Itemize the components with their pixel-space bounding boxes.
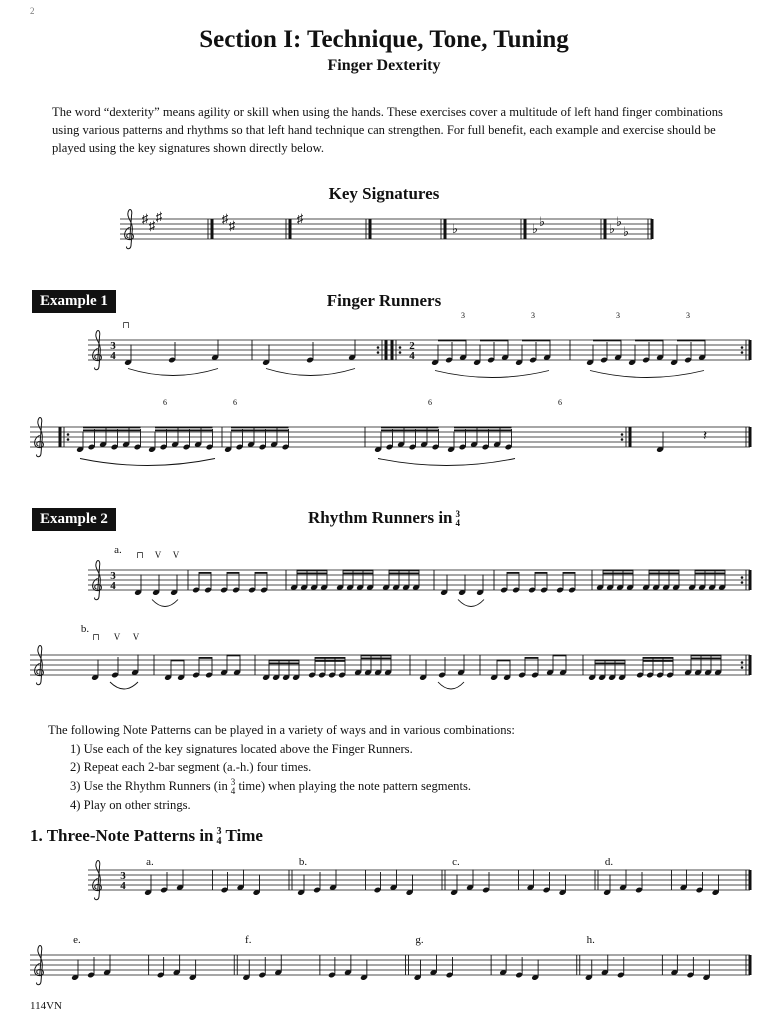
note-beam (155, 430, 213, 432)
note-beam (227, 572, 239, 574)
example1-heading: Finger Runners (326, 291, 442, 310)
section1-time-suffix: Time (225, 826, 263, 845)
note-beam (535, 572, 547, 574)
slur (438, 682, 464, 689)
note-beam (438, 340, 466, 342)
example2-tag: Example 2 (32, 508, 116, 531)
flat-icon: ♭ (608, 221, 616, 236)
note-beam (497, 660, 510, 662)
list-item-number: 4) (70, 797, 81, 812)
line-b-label: b. (80, 623, 90, 635)
example2-time-bottom: 4 (455, 518, 461, 529)
note-beam (643, 657, 673, 659)
note-beam (199, 572, 211, 574)
slur (80, 459, 215, 466)
note-beam (231, 430, 289, 432)
time-signature-top: 3 (110, 340, 116, 352)
repeat-dot (741, 576, 744, 579)
section1-time-bottom: 4 (216, 836, 222, 848)
note-beam (83, 427, 141, 429)
note-beam (83, 430, 141, 432)
note-beam (171, 660, 184, 662)
note-beam (155, 427, 213, 429)
list-item-number: 1) (70, 741, 81, 756)
up-bow-icon: V (172, 550, 180, 560)
note-patterns-lead: The following Note Patterns can be played in a variety of ways and in various combinations: (48, 723, 515, 737)
slur (110, 682, 138, 689)
note-beam (269, 660, 299, 662)
flat-icon: ♭ (615, 214, 623, 229)
list-item-number: 3) (70, 778, 81, 793)
note-beam (361, 655, 391, 657)
note-beam (593, 340, 621, 342)
sextuplet-label: 6 (558, 398, 562, 407)
quarter-rest-icon: 𝄽 (702, 429, 708, 444)
intro-paragraph: The word “dexterity” means agility or skill when using the hands. These exercises cover a multitude of left hand finger combinations using various patterns and rhythms so that left hand technique can strengthen. For full benefit, each example and exercise should be played using the key signatures shown directly below. (52, 105, 723, 155)
repeat-dot (741, 666, 744, 669)
note-beam (522, 340, 550, 342)
repeat-dot (399, 351, 402, 354)
section1-heading-text: 1. Three-Note Patterns in (30, 826, 214, 845)
time-signature-bottom: 4 (409, 350, 415, 362)
time-signature-top: 3 (110, 570, 116, 582)
page-subtitle: Finger Dexterity (327, 57, 441, 74)
sharp-icon: ♯ (228, 218, 236, 233)
note-beam (603, 570, 633, 572)
note-beam (454, 427, 512, 429)
segment-label: f. (245, 934, 252, 946)
example2-time-top: 3 (455, 509, 461, 520)
note-beam (525, 657, 538, 659)
segment-label: a. (146, 856, 154, 868)
note-beam (695, 573, 725, 575)
time-signature-top: 2 (409, 340, 415, 352)
flat-icon: ♭ (451, 221, 459, 236)
repeat-dot (741, 346, 744, 349)
note-beam (635, 340, 663, 342)
example1-tag: Example 1 (32, 290, 116, 313)
note-beam (389, 573, 419, 575)
slur (378, 459, 515, 466)
note-beam (343, 570, 373, 572)
note-beam (255, 572, 267, 574)
sharp-icon: ♯ (141, 211, 149, 226)
key-signatures-heading: Key Signatures (328, 184, 440, 203)
note-beam (649, 573, 679, 575)
slur (128, 369, 218, 376)
note-beam (315, 657, 345, 659)
note-beam (297, 573, 327, 575)
page-number: 2 (30, 6, 35, 16)
sharp-icon: ♯ (221, 211, 229, 226)
segment-label: e. (73, 934, 81, 946)
list-item-text: Use the Rhythm Runners (in (83, 778, 228, 793)
repeat-dot (67, 438, 70, 441)
example2-heading-text: Rhythm Runners in (307, 508, 453, 527)
note-beam (199, 657, 212, 659)
slur (435, 371, 549, 378)
note-beam (480, 340, 508, 342)
note-beam (343, 573, 373, 575)
line-a-label: a. (114, 544, 122, 556)
segment-label: b. (298, 856, 308, 868)
list-item-text-post: time) when playing the note pattern segments. (238, 778, 472, 793)
list-item-text: Repeat each 2-bar segment (a.-h.) four times. (83, 760, 312, 774)
page-title: Section I: Technique, Tone, Tuning (199, 26, 569, 53)
note-beam (454, 430, 512, 432)
time-signature-bottom: 4 (120, 880, 126, 892)
list-item-number: 2) (70, 760, 81, 774)
triplet-label: 3 (531, 311, 535, 320)
sharp-icon: ♯ (296, 211, 304, 226)
list-time-top: 3 (230, 776, 236, 787)
repeat-dot (621, 438, 624, 441)
repeat-dot (377, 351, 380, 354)
up-bow-icon: V (154, 550, 162, 560)
note-beam (553, 655, 566, 657)
note-beam (227, 655, 240, 657)
segment-label: d. (604, 856, 614, 868)
note-beam (691, 655, 721, 657)
down-bow-icon: ⊓ (122, 320, 130, 330)
repeat-dot (377, 346, 380, 349)
note-beam (595, 663, 625, 665)
section1-time-top: 3 (216, 826, 222, 838)
note-beam (603, 573, 633, 575)
segment-label: c. (452, 856, 460, 868)
list-item-text: Use each of the key signatures located above the Finger Runners. (83, 741, 413, 756)
list-time-bottom: 4 (230, 785, 236, 796)
slur (590, 371, 704, 378)
time-signature-bottom: 4 (110, 580, 116, 592)
note-beam (677, 340, 705, 342)
triplet-label: 3 (616, 311, 620, 320)
note-beam (595, 660, 625, 662)
footer-code: 114VN (30, 1000, 62, 1012)
up-bow-icon: V (113, 632, 121, 642)
repeat-dot (399, 346, 402, 349)
list-item-text: Play on other strings. (83, 797, 191, 812)
down-bow-icon: ⊓ (136, 550, 144, 560)
sextuplet-label: 6 (163, 398, 167, 407)
flat-icon: ♭ (538, 214, 546, 229)
note-beam (507, 572, 519, 574)
time-signature-bottom: 4 (110, 350, 116, 362)
repeat-dot (741, 581, 744, 584)
slur (458, 600, 484, 607)
down-bow-icon: ⊓ (92, 632, 100, 642)
segment-label: h. (586, 934, 595, 946)
note-beam (297, 570, 327, 572)
note-beam (691, 658, 721, 660)
slur (152, 600, 178, 607)
note-beam (643, 660, 673, 662)
note-beam (563, 572, 575, 574)
note-beam (649, 570, 679, 572)
flat-icon: ♭ (531, 221, 539, 236)
note-beam (381, 430, 439, 432)
repeat-dot (741, 351, 744, 354)
segment-label: g. (415, 934, 424, 946)
triplet-label: 3 (461, 311, 465, 320)
repeat-dot (67, 433, 70, 436)
note-beam (361, 658, 391, 660)
flat-icon: ♭ (622, 224, 630, 239)
note-beam (269, 663, 299, 665)
sextuplet-label: 6 (233, 398, 237, 407)
sharp-icon: ♯ (148, 218, 156, 233)
sextuplet-label: 6 (428, 398, 432, 407)
note-beam (695, 570, 725, 572)
up-bow-icon: V (132, 632, 140, 642)
sharp-icon: ♯ (155, 209, 163, 224)
time-signature-top: 3 (120, 870, 126, 882)
note-beam (315, 660, 345, 662)
repeat-dot (741, 661, 744, 664)
triplet-label: 3 (686, 311, 690, 320)
note-beam (231, 427, 289, 429)
note-beam (389, 570, 419, 572)
slur (266, 369, 355, 376)
repeat-dot (621, 433, 624, 436)
note-beam (381, 427, 439, 429)
